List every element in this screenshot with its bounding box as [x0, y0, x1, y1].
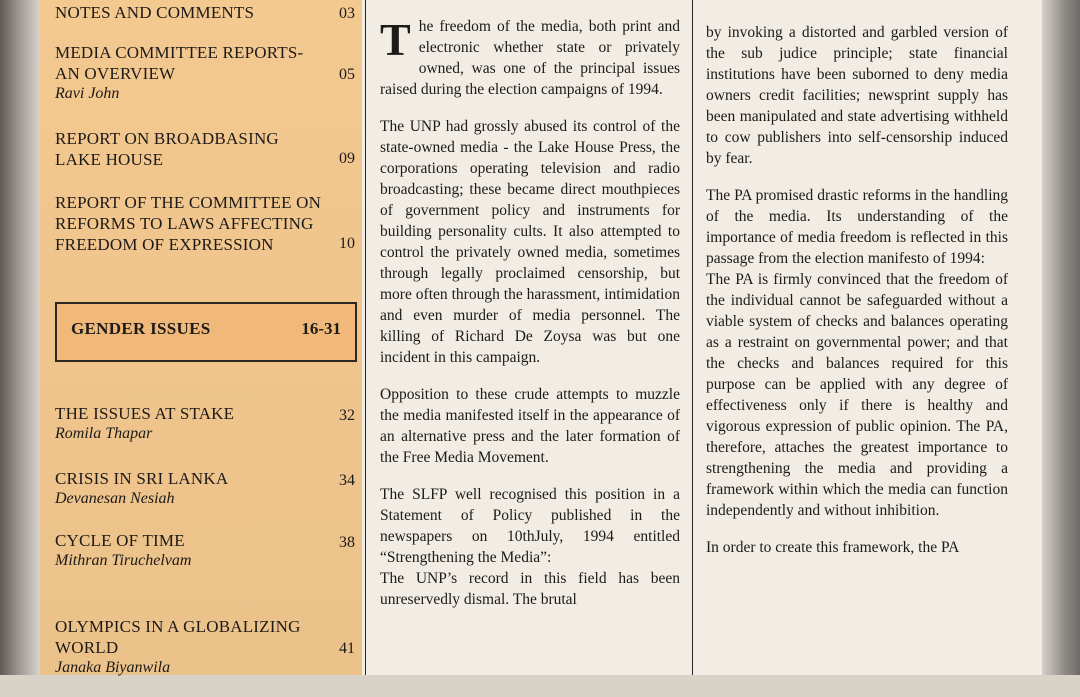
toc-page-number: 10	[339, 235, 355, 252]
magazine-page	[40, 0, 1042, 675]
gender-issues-pages: 16-31	[301, 319, 341, 338]
toc-page-number: 32	[339, 407, 355, 424]
toc-author: Devanesan Nesiah	[55, 490, 175, 507]
contents-sidebar	[40, 0, 362, 675]
toc-item-issues-at-stake	[55, 403, 355, 444]
toc-page-number: 09	[339, 150, 355, 167]
scan-left-edge	[0, 0, 40, 675]
toc-item-reforms	[55, 192, 355, 255]
quoted-paragraph: by invoking a distorted and garbled version of the sub judice principle; state financial institutions have been suborned to deny media owners credit facilities; newsprint supply has been manipulated and state advertising withheld to cow publishers into self-censorship induced by fear.	[706, 24, 1008, 167]
column-rule-left	[365, 0, 366, 675]
toc-title: NOTES AND COMMENTS	[55, 3, 255, 22]
toc-page-number: 41	[339, 640, 355, 657]
toc-title: CRISIS IN SRI LANKA	[55, 469, 229, 488]
toc-page-number: 05	[339, 66, 355, 83]
toc-page-number: 34	[339, 472, 355, 489]
paragraph: In order to create this framework, the PA	[706, 539, 960, 556]
gender-issues-box	[55, 302, 357, 362]
toc-title: REPORT OF THE COMMITTEE ON REFORMS TO LAWS AFFECTING FREEDOM OF EXPRESSION	[55, 193, 322, 254]
quoted-paragraph: The PA is firmly convinced that the freedom of the individual cannot be safeguarded without a viable system of checks and balances operating as a restraint on governmental power; and that the checks and balances required for this purpose can be applied with any degree of effectiveness only if there is healthy and vigorous expression of public opinion. The PA, therefore, attaches the greatest importance to strengthening the media and providing a framework within which the media can function independently and without inhibition.	[706, 271, 1008, 519]
toc-page-number: 03	[339, 5, 355, 22]
toc-item-notes	[55, 2, 355, 23]
paragraph: he freedom of the media, both print and electronic whether state or privately owned, was one of the principal issues raised during the election campaigns of 1994.	[380, 18, 680, 98]
scan-right-edge	[1042, 0, 1080, 675]
toc-item-cycle-of-time	[55, 530, 355, 571]
article-column-2	[706, 22, 1008, 697]
toc-item-crisis-sri-lanka	[55, 468, 355, 509]
paragraph: The PA promised drastic reforms in the handling of the media. Its understanding of the importance of media freedom is reflected in this passage from the election manifesto of 1994:	[706, 187, 1008, 267]
toc-author: Romila Thapar	[55, 425, 153, 442]
toc-title: OLYMPICS IN A GLOBALIZING WORLD	[55, 617, 301, 657]
toc-author: Janaka Biyanwila	[55, 659, 171, 676]
column-rule-right	[692, 0, 693, 675]
paragraph: Opposition to these crude attempts to muzzle the media manifested itself in the appearance of an alternative press and the later formation of the Free Media Movement.	[380, 386, 680, 466]
toc-author: Ravi John	[55, 85, 120, 102]
toc-title: MEDIA COMMITTEE REPORTS- AN OVERVIEW	[55, 43, 304, 83]
toc-item-media-committee	[55, 42, 355, 104]
gender-issues-title: GENDER ISSUES	[71, 319, 211, 338]
toc-title: THE ISSUES AT STAKE	[55, 404, 235, 423]
toc-title: CYCLE OF TIME	[55, 531, 185, 550]
paragraph: The UNP had grossly abused its control of the state-owned media - the Lake House Press, the corporations operating television and radio broadcasting; these became direct mouthpieces of government policy and instruments for building personality cults. It also attempted to control the privately owned media, sometimes through legally proclaimed censorship, but more often through the harassment, intimidation and even murder of media personnel. The killing of Richard De Zoysa was but one incident in this campaign.	[380, 118, 680, 366]
toc-item-olympics	[55, 616, 355, 678]
toc-author: Mithran Tiruchelvam	[55, 552, 192, 569]
toc-title: REPORT ON BROADBASING LAKE HOUSE	[55, 129, 279, 169]
toc-item-lake-house	[55, 128, 355, 170]
quoted-paragraph: The UNP’s record in this field has been unreservedly dismal. The brutal	[380, 570, 680, 608]
toc-page-number: 38	[339, 534, 355, 551]
paragraph: The SLFP well recognised this position in a Statement of Policy published in the newspapers on 10thJuly, 1994 entitled “Strengthening the Media”:	[380, 486, 680, 566]
article-column-1	[380, 16, 680, 691]
drop-cap: T	[380, 14, 411, 65]
